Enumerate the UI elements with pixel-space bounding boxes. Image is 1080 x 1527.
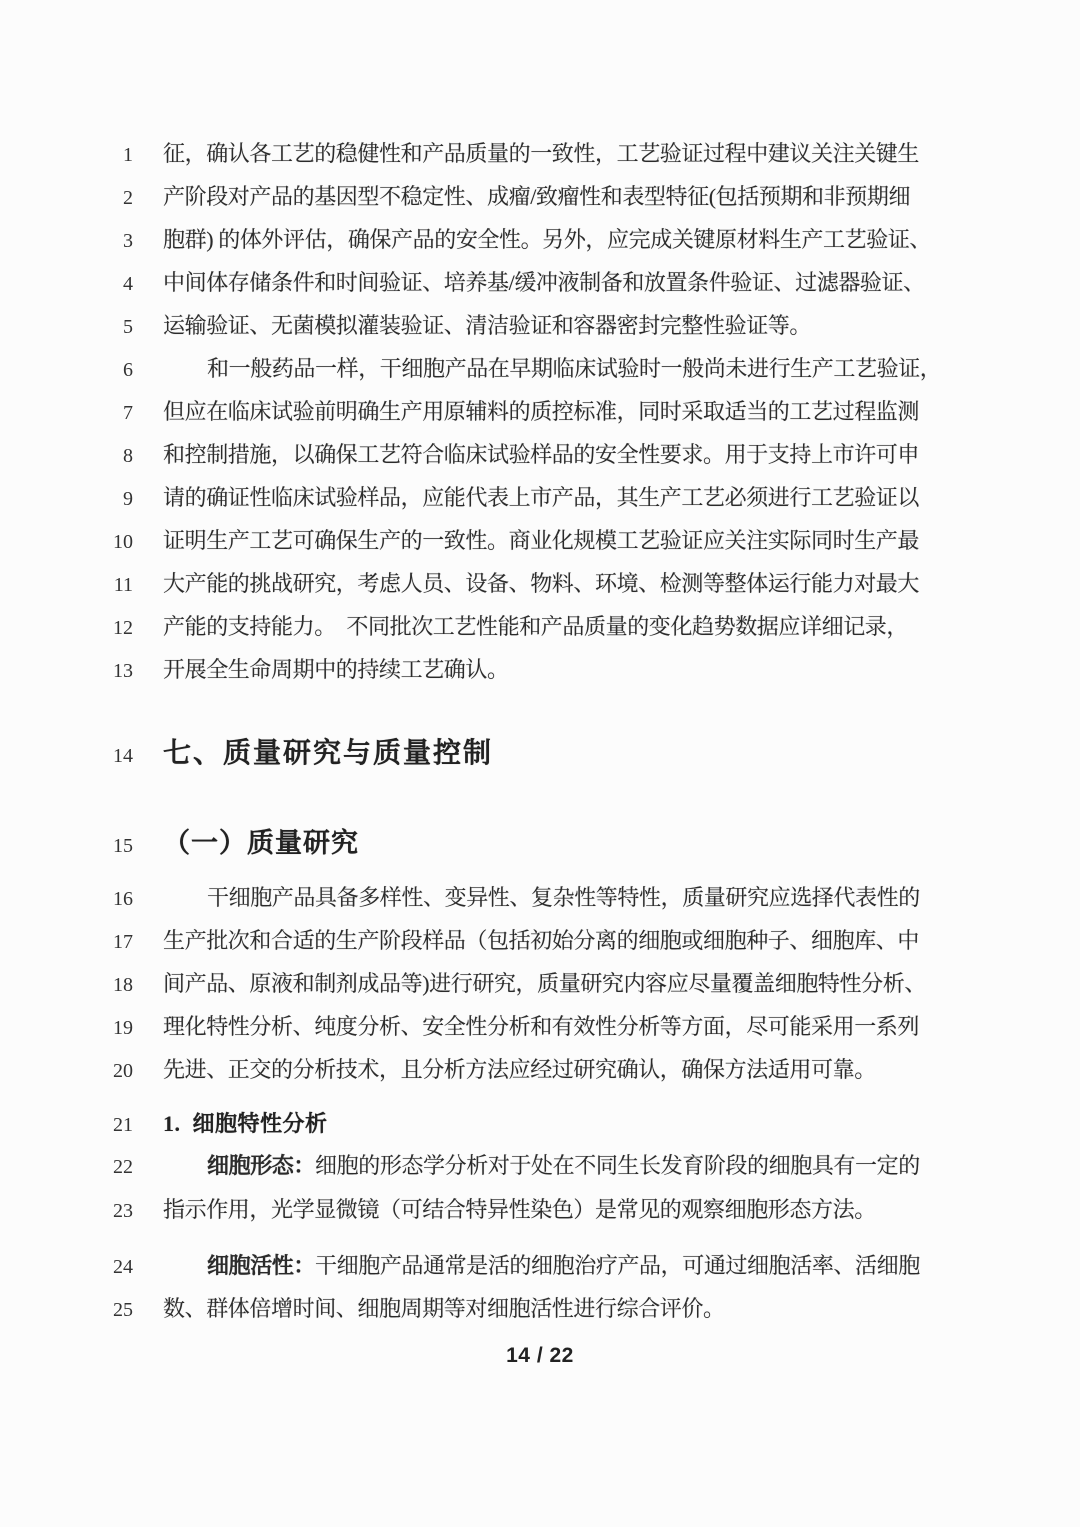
line-number: 7 (123, 402, 133, 424)
line-text (163, 1188, 923, 1232)
document-line (0, 218, 1080, 261)
document-line (0, 304, 1080, 347)
line-text (163, 1104, 923, 1144)
paragraph-quality-research-overview (0, 876, 1080, 1091)
line-text-content: 和一般药品一样，干细胞产品在早期临床试验时一般尚未进行生产工艺验证， (207, 356, 942, 381)
line-text-content: 中间体存储条件和时间验证、培养基/缓冲液制备和放置条件验证、过滤器验证、 (163, 270, 925, 295)
line-number: 8 (123, 445, 133, 467)
line-number: 11 (113, 574, 133, 596)
line-text (163, 1244, 923, 1287)
document-line (0, 648, 1080, 691)
line-text (163, 876, 923, 919)
document-line (0, 605, 1080, 648)
line-text-content: 大产能的挑战研究，考虑人员、设备、物料、环境、检测等整体运行能力对最大 (163, 571, 920, 596)
document-line (0, 562, 1080, 605)
line-text-content: 干细胞产品通常是活的细胞治疗产品，可通过细胞活率、活细胞 (315, 1253, 920, 1278)
section-heading-quality-research-and-control (0, 731, 1080, 775)
line-number: 13 (113, 660, 133, 682)
paragraph-clinical-trial-process-validation (0, 347, 1080, 691)
line-text-content: 理化特性分析、纯度分析、安全性分析和有效性分析等方面，尽可能采用一系列 (163, 1014, 920, 1039)
line-number: 6 (123, 359, 133, 381)
line-text-content: 指示作用，光学显微镜（可结合特异性染色）是常见的观察细胞形态方法。 (163, 1197, 876, 1222)
line-number: 18 (113, 974, 133, 996)
line-number: 4 (123, 273, 133, 295)
line-number: 10 (113, 531, 133, 553)
line-text-content: 生产批次和合适的生产阶段样品（包括初始分离的细胞或细胞种子、细胞库、中 (163, 928, 920, 953)
line-number: 15 (113, 835, 133, 857)
line-text-content: 运输验证、无菌模拟灌装验证、清洁验证和容器密封完整性验证等。 (163, 313, 812, 338)
line-text (163, 1005, 923, 1048)
line-text (163, 648, 923, 691)
document-line (0, 876, 1080, 919)
line-text (163, 962, 926, 1005)
bold-lead-in: 细胞活性： (207, 1253, 316, 1278)
document-line (0, 261, 1080, 304)
line-number: 23 (113, 1200, 133, 1222)
line-text (163, 821, 923, 865)
document-line (0, 731, 1080, 775)
line-text-content: （一）质量研究 (163, 828, 359, 858)
line-text-content: 证明生产工艺可确保生产的一致性。商业化规模工艺验证应关注实际同时生产最 (163, 528, 920, 553)
line-text-content: 开展全生命周期中的持续工艺确认。 (163, 657, 509, 682)
line-text (163, 390, 923, 433)
bold-lead-in: 细胞形态： (207, 1153, 316, 1178)
paragraph-cell-morphology (0, 1144, 1080, 1232)
line-text (163, 218, 932, 261)
line-number: 22 (113, 1156, 133, 1178)
line-text (163, 919, 923, 962)
line-text-content: 产阶段对产品的基因型不稳定性、成瘤/致瘤性和表型特征(包括预期和非预期细 (163, 184, 911, 209)
document-line (0, 347, 1080, 390)
line-text (163, 304, 923, 347)
line-text-content: 但应在临床试验前明确生产用原辅料的质控标准，同时采取适当的工艺过程监测 (163, 399, 920, 424)
line-text-content: 产能的支持能力。 不同批次工艺性能和产品质量的变化趋势数据应详细记录， (163, 614, 909, 639)
document-line (0, 390, 1080, 433)
line-number: 21 (113, 1114, 133, 1136)
document-line (0, 132, 1080, 175)
line-text (163, 605, 923, 648)
line-number: 2 (123, 187, 133, 209)
line-number: 14 (113, 745, 133, 767)
line-text-content: 征，确认各工艺的稳健性和产品质量的一致性，工艺验证过程中建议关注关键生 (163, 141, 920, 166)
line-text-content: 先进、正交的分析技术，且分析方法应经过研究确认，确保方法适用可靠。 (163, 1057, 876, 1082)
line-text-content: 细胞的形态学分析对于处在不同生长发育阶段的细胞具有一定的 (315, 1153, 920, 1178)
line-number: 19 (113, 1017, 133, 1039)
document-line (0, 1005, 1080, 1048)
document-line (0, 1104, 1080, 1144)
page-number: 14 / 22 (506, 1344, 574, 1367)
document-line (0, 175, 1080, 218)
paragraph-process-validation (0, 132, 1080, 347)
subsection-heading-quality-research (0, 821, 1080, 865)
document-line (0, 1144, 1080, 1188)
document-line (0, 433, 1080, 476)
line-text-content: 1. 细胞特性分析 (163, 1111, 328, 1136)
line-text (163, 731, 923, 775)
paragraph-cell-viability (0, 1244, 1080, 1330)
document-line (0, 1287, 1080, 1330)
line-text (163, 261, 923, 304)
document-line (0, 476, 1080, 519)
line-number: 12 (113, 617, 133, 639)
line-number: 20 (113, 1060, 133, 1082)
line-text (163, 132, 923, 175)
line-number: 5 (123, 316, 133, 338)
line-text-content: 请的确证性临床试验样品，应能代表上市产品，其生产工艺必须进行工艺验证以 (163, 485, 920, 510)
line-text-content: 干细胞产品具备多样性、变异性、复杂性等特性，质量研究应选择代表性的 (207, 885, 920, 910)
line-number: 3 (123, 230, 133, 252)
line-text (163, 1144, 923, 1188)
line-number: 9 (123, 488, 133, 510)
line-number: 25 (113, 1299, 133, 1321)
line-number: 1 (123, 144, 133, 166)
line-number: 24 (113, 1256, 133, 1278)
line-text (163, 519, 923, 562)
line-text (163, 562, 923, 605)
line-text (163, 476, 923, 519)
document-line (0, 1048, 1080, 1091)
line-text (163, 1048, 923, 1091)
line-text-content: 胞群) 的体外评估，确保产品的安全性。另外，应完成关键原材料生产工艺验证、 (163, 227, 932, 252)
document-line (0, 1188, 1080, 1232)
document-line (0, 821, 1080, 865)
line-number: 16 (113, 888, 133, 910)
document-line (0, 919, 1080, 962)
document-line (0, 519, 1080, 562)
line-text (163, 347, 942, 390)
subheading-cell-characteristics-analysis (0, 1104, 1080, 1144)
line-number: 17 (113, 931, 133, 953)
line-text (163, 175, 923, 218)
line-text-content: 数、群体倍增时间、细胞周期等对细胞活性进行综合评价。 (163, 1296, 725, 1321)
line-text-content: 和控制措施，以确保工艺符合临床试验样品的安全性要求。用于支持上市许可申 (163, 442, 920, 467)
document-line (0, 1244, 1080, 1287)
line-text-content: 间产品、原液和制剂成品等)进行研究，质量研究内容应尽量覆盖细胞特性分析、 (163, 971, 926, 996)
line-text (163, 433, 923, 476)
line-text (163, 1287, 923, 1330)
line-text-content: 七、质量研究与质量控制 (163, 737, 494, 768)
document-line (0, 962, 1080, 1005)
